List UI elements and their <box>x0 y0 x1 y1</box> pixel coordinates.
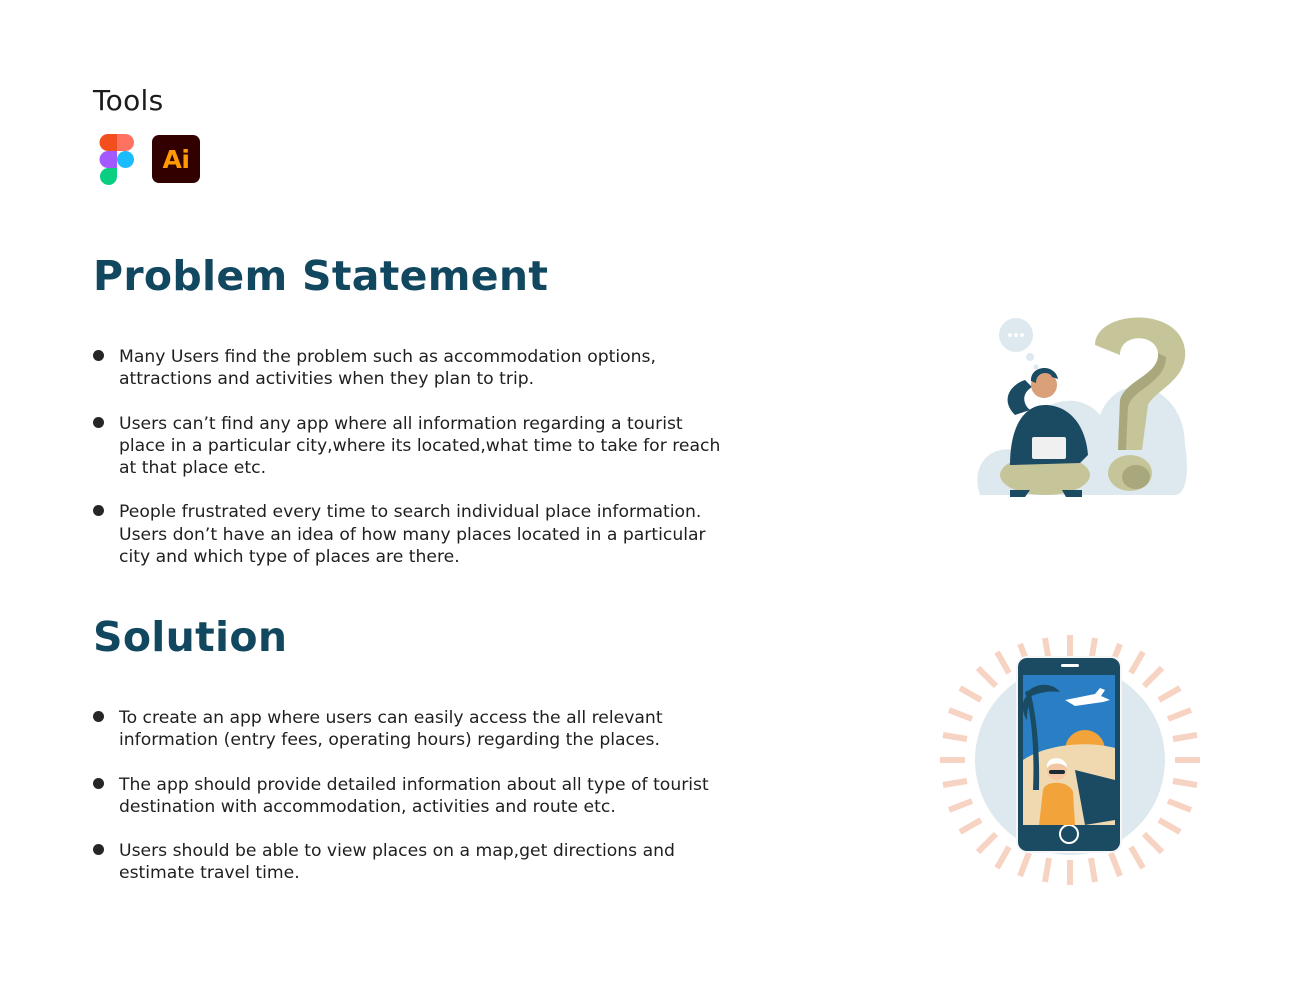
bullet-text: Many Users find the problem such as accommodation options, attractions and activities when they plan to trip. <box>119 347 656 390</box>
bullet-dot <box>93 778 104 789</box>
problem-statement-heading: Problem Statement <box>93 252 549 300</box>
bullet-dot <box>93 711 104 722</box>
travel-phone-illustration <box>935 630 1205 890</box>
illustrator-icon: Ai <box>152 135 200 183</box>
bullet-text: Users can’t find any app where all information regarding a tourist place in a particular city,where its located,what time to take for reach at that place etc. <box>119 413 721 479</box>
tools-title: Tools <box>93 84 164 117</box>
bullet-text: People frustrated every time to search individual place information. Users don’t have an idea of how many places located in a particular city and which type of places are there. <box>119 502 706 568</box>
list-item <box>93 346 773 391</box>
list-item <box>93 774 773 819</box>
bullet-dot <box>93 350 104 361</box>
figma-icon <box>99 134 135 186</box>
solution-bullet-list <box>93 707 773 907</box>
thinking-person-illustration <box>970 305 1200 505</box>
bullet-text: Users should be able to view places on a map,get directions and estimate travel time. <box>119 841 675 884</box>
bullet-text: The app should provide detailed information about all type of tourist destination with accommodation, activities and route etc. <box>119 774 709 817</box>
bullet-dot <box>93 505 104 516</box>
list-item <box>93 413 773 480</box>
bullet-text: To create an app where users can easily access the all relevant information (entry fees, operating hours) regarding the places. <box>119 708 663 751</box>
tool-icons <box>99 134 209 186</box>
list-item <box>93 501 773 568</box>
bullet-dot <box>93 417 104 428</box>
list-item <box>93 707 773 752</box>
bullet-dot <box>93 844 104 855</box>
list-item <box>93 840 773 885</box>
problem-bullet-list <box>93 346 773 590</box>
solution-heading: Solution <box>93 613 288 661</box>
